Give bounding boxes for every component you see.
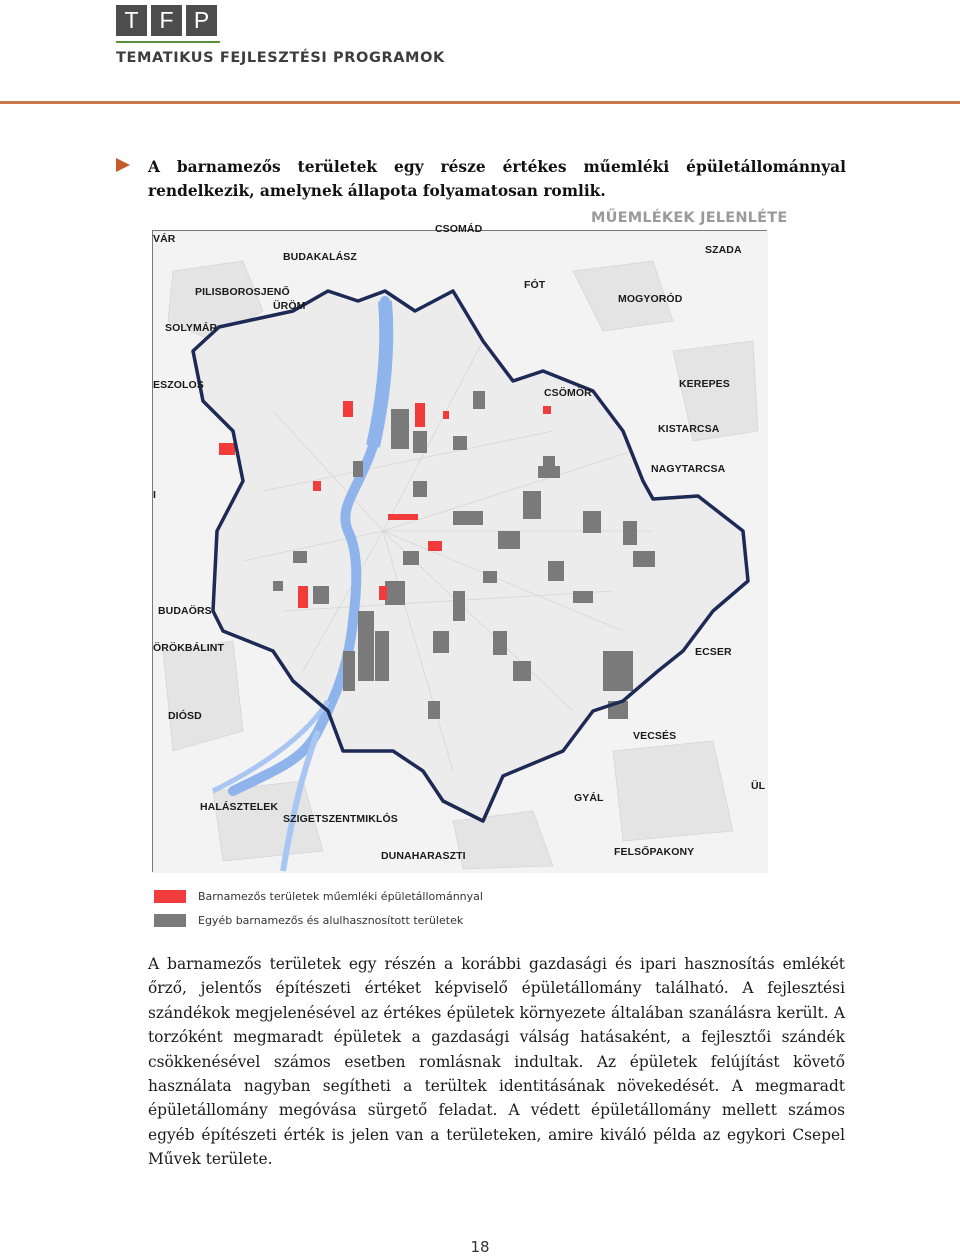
map-title: MŰEMLÉKEK JELENLÉTE — [591, 210, 788, 226]
map-graphic — [153, 231, 768, 873]
bullet-text: A barnamezős területek egy része értékes műemléki épületállománnyal rendelkezik, amelynek állapota folyamatosan romlik. — [148, 158, 846, 200]
place-torokbalint: ÖRÖKBÁLINT — [153, 642, 224, 654]
logo-letter-f: F — [151, 5, 182, 36]
place-var: VÁR — [153, 233, 176, 245]
place-pilisborosjeno: PILISBOROSJENŐ — [195, 286, 290, 298]
budapest-map — [152, 223, 767, 872]
place-mogyorod: MOGYORÓD — [618, 293, 683, 305]
place-szada: SZADA — [705, 244, 742, 256]
place-ullo: ÜL — [751, 780, 766, 792]
place-diosd: DIÓSD — [168, 710, 202, 722]
legend-swatch-red — [154, 890, 186, 903]
legend-swatch-grey — [154, 914, 186, 927]
place-dunaharaszti: DUNAHARASZTI — [381, 850, 466, 862]
place-budakeszi: I — [153, 489, 157, 501]
map-legend — [154, 884, 483, 932]
place-fot: FÓT — [524, 279, 546, 291]
place-szigetszentmiklos: SZIGETSZENTMIKLÓS — [283, 813, 398, 825]
place-vecses: VECSÉS — [633, 730, 677, 742]
place-solymar: SOLYMÁR — [165, 322, 218, 334]
body-paragraph: A barnamezős területek egy részén a korábbi gazdasági és ipari hasznosítás emlékét őrző, jelentős építészeti értéket képviselő épületállomány található. A fejlesztési szándékok megjelenésével az értékes épületek környezete általában szanálásra került. A torzóként megmaradt épületek a gazdasági válság hatásaként, a fejlesztői szándék csökkenésével számos esetben romlásnak indultak. Az épületek felújítást követő használata nagyban segítheti a terültek identitásának növekedését. A megmaradt épületállomány megóvása sürgető feladat. A védett épületállomány mellett számos egyéb építészeti érték is jelen van a területeken, amire kiváló példa az egykori Csepel Művek területe. — [148, 955, 845, 1169]
bullet-arrow-icon — [116, 158, 130, 172]
place-felsopakony: FELSŐPAKONY — [614, 846, 695, 858]
logo-accent-line — [116, 41, 220, 43]
place-kistarcsa: KISTARCSA — [658, 423, 720, 435]
place-urom: ÜRÖM — [273, 300, 306, 312]
place-csomor: CSÖMÖR — [544, 387, 592, 399]
legend-item-heritage — [154, 884, 483, 908]
logo-letter-t: T — [116, 5, 147, 36]
logo-subtitle: TEMATIKUS FEJLESZTÉSI PROGRAMOK — [116, 50, 445, 66]
place-csomad: CSOMÁD — [435, 223, 483, 235]
place-budakalasz: BUDAKALÁSZ — [283, 251, 357, 263]
legend-label: Egyéb barnamezős és alulhasznosított területek — [198, 913, 464, 927]
place-kerepes: KEREPES — [679, 378, 730, 390]
place-ecser: ECSER — [695, 646, 732, 658]
legend-label: Barnamezős területek műemléki épületállománnyal — [198, 889, 483, 903]
place-nagykovacsi: ESZOLOS — [153, 379, 204, 391]
legend-item-other — [154, 908, 483, 932]
tfp-logo — [116, 5, 217, 36]
logo-letter-p: P — [186, 5, 217, 36]
place-nagytarcsa: NAGYTARCSA — [651, 463, 726, 475]
page-number: 18 — [470, 1238, 490, 1256]
header-divider — [0, 101, 960, 104]
place-budaors: BUDAÖRS — [158, 605, 212, 617]
place-gyal: GYÁL — [574, 792, 604, 804]
bullet-point — [116, 155, 846, 203]
place-halasztelek: HALÁSZTELEK — [200, 801, 279, 813]
